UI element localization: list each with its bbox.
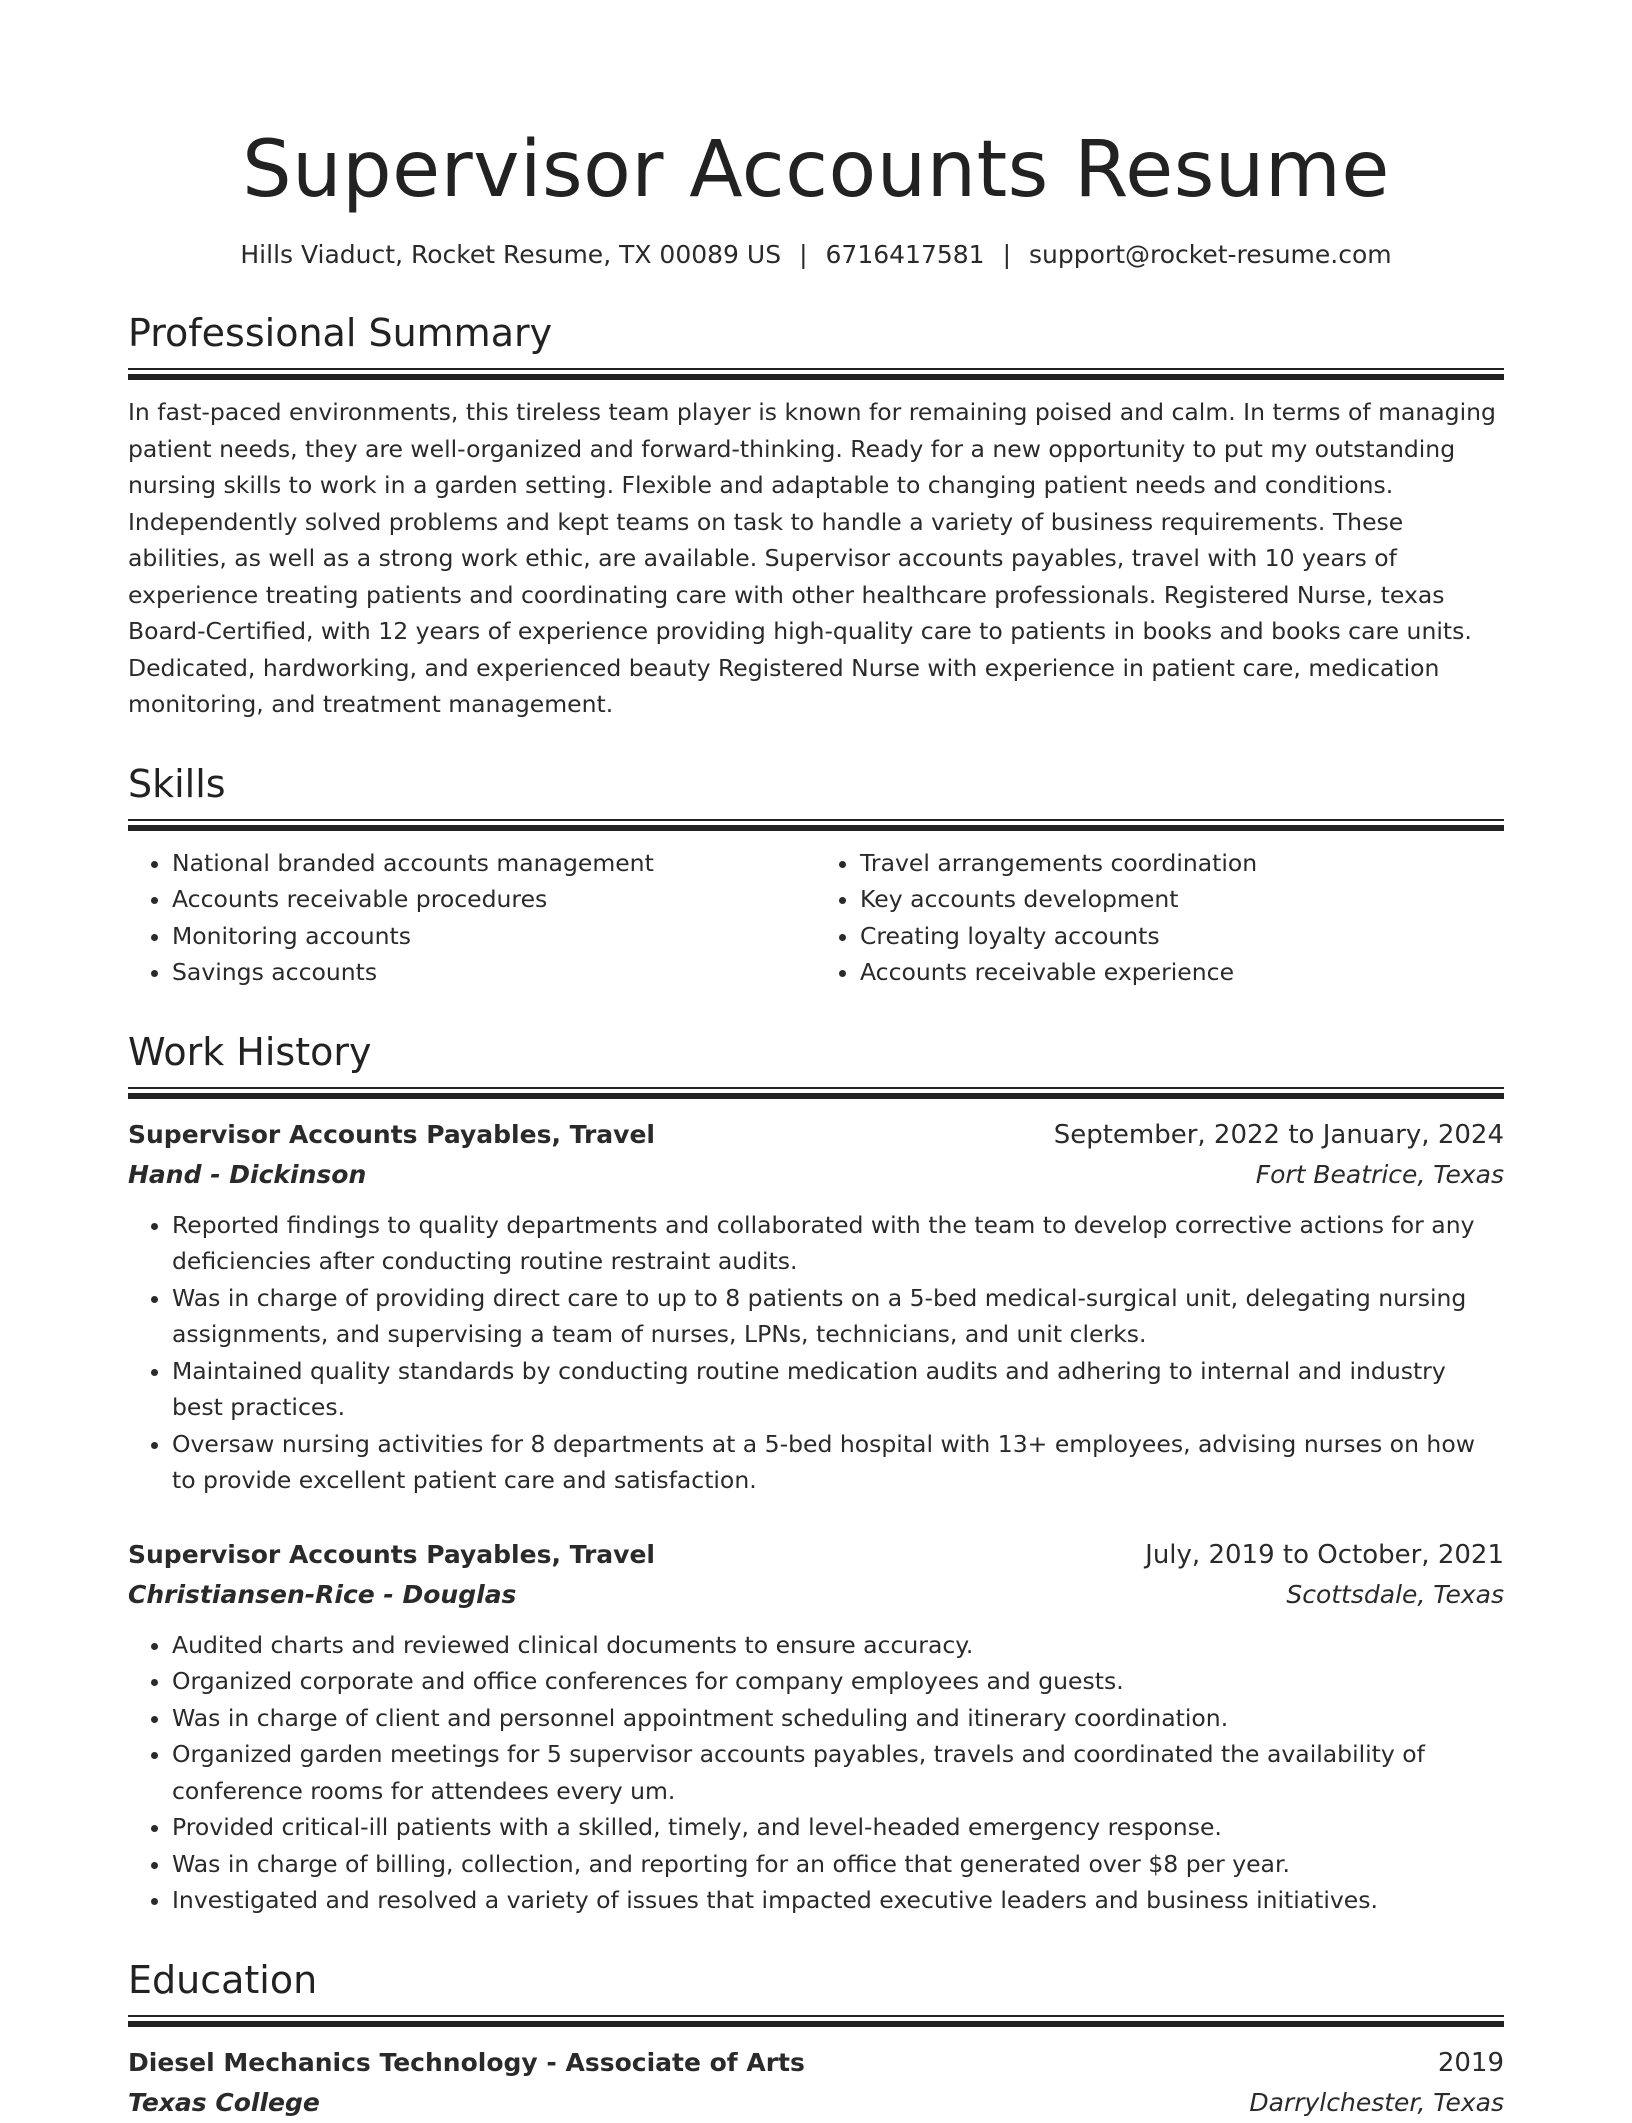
separator: | <box>1002 240 1012 269</box>
skill-item: • National branded accounts management <box>172 845 816 882</box>
job-location: Scottsdale, Texas <box>1286 1579 1504 1609</box>
section-title-education: Education <box>128 1957 318 2002</box>
summary-section <box>128 308 1504 723</box>
section-divider <box>128 1087 1504 1099</box>
skills-column-left <box>128 845 816 991</box>
section-divider <box>128 368 1504 380</box>
separator: | <box>799 240 808 269</box>
email: support@rocket-resume.com <box>1029 240 1392 269</box>
job-dates: September, 2022 to January, 2024 <box>1053 1119 1504 1150</box>
degree: Diesel Mechanics Technology - Associate of Arts <box>128 2047 805 2077</box>
skill-item: • Accounts receivable procedures <box>172 881 816 918</box>
job-title: Supervisor Accounts Payables, Travel <box>128 1539 655 1569</box>
section-title-skills: Skills <box>128 761 226 806</box>
job-bullet: • Audited charts and reviewed clinical documents to ensure accuracy. <box>172 1627 1504 1664</box>
job-bullets <box>128 1627 1504 1919</box>
job-title: Supervisor Accounts Payables, Travel <box>128 1119 655 1149</box>
section-title-summary: Professional Summary <box>128 311 553 355</box>
page-title: Supervisor Accounts Resume <box>242 125 1390 215</box>
company-name: Christiansen-Rice - Douglas <box>128 1579 517 1609</box>
job-bullet: • Provided critical-ill patients with a skilled, timely, and level-headed emergency response. <box>172 1809 1504 1846</box>
skill-item: • Key accounts development <box>860 881 1504 918</box>
skill-item: • Travel arrangements coordination <box>860 845 1504 882</box>
skills-section <box>128 759 1504 991</box>
summary-text: In fast-paced environments, this tireless team player is known for remaining poised and calm. In terms of managing patient needs, they are well-organized and forward-thinking. Ready for a new opportunity to put my outstanding nursing skills to work in a garden setting. Flexible and adaptable to changing patient needs and conditions. Independently solved problems and kept teams on task to handle a variety of business requirements. These abilities, as well as a strong work ethic, are available. Supervisor accounts payables, travel with 10 years of experience treating patients and coordinating care with other healthcare professionals. Registered Nurse, texas Board-Certified, with 12 years of experience providing high-quality care to patients in books and books care units. Dedicated, hardworking, and experienced beauty Registered Nurse with experience in patient care, medication monitoring, and treatment management. <box>128 398 1496 718</box>
address: Hills Viaduct, Rocket Resume, TX 00089 US <box>240 240 782 269</box>
skills-list <box>128 845 1504 991</box>
skill-item: • Monitoring accounts <box>172 918 816 955</box>
job-bullet: • Organized garden meetings for 5 supervisor accounts payables, travels and coordinated the availability of conference rooms for attendees every um. <box>172 1736 1504 1809</box>
job-bullet: • Investigated and resolved a variety of issues that impacted executive leaders and business initiatives. <box>172 1882 1504 1919</box>
job-bullet: • Was in charge of providing direct care to up to 8 patients on a 5-bed medical-surgical unit, delegating nursing assignments, and supervising a team of nurses, LPNs, technicians, and unit clerks. <box>172 1280 1504 1353</box>
job-bullet: • Oversaw nursing activities for 8 departments at a 5-bed hospital with 13+ employees, advising nurses on how to provide excellent patient care and satisfaction. <box>172 1426 1504 1499</box>
job-entry <box>128 1115 1504 1499</box>
skills-column-right <box>816 845 1504 991</box>
job-bullet: • Reported findings to quality departments and collaborated with the team to develop corrective actions for any deficiencies after conducting routine restraint audits. <box>172 1207 1504 1280</box>
phone: 6716417581 <box>825 240 985 269</box>
education-entry <box>128 2043 1504 2123</box>
company-name: Hand - Dickinson <box>128 1159 367 1189</box>
section-divider <box>128 2015 1504 2027</box>
work-history-section <box>128 1027 1504 1919</box>
skill-item: • Accounts receivable experience <box>860 954 1504 991</box>
job-bullet: • Was in charge of billing, collection, and reporting for an office that generated over $8 per year. <box>172 1846 1504 1883</box>
job-entry <box>128 1535 1504 1919</box>
job-location: Fort Beatrice, Texas <box>1255 1159 1504 1189</box>
job-bullet: • Maintained quality standards by conducting routine medication audits and adhering to internal and industry best practices. <box>172 1353 1504 1426</box>
skill-item: • Savings accounts <box>172 954 816 991</box>
contact-line <box>128 238 1504 272</box>
job-bullet: • Organized corporate and office conferences for company employees and guests. <box>172 1663 1504 1700</box>
job-bullet: • Was in charge of client and personnel appointment scheduling and itinerary coordination. <box>172 1700 1504 1737</box>
education-section <box>128 1955 1504 2123</box>
skill-item: • Creating loyalty accounts <box>860 918 1504 955</box>
job-bullets <box>128 1207 1504 1499</box>
section-title-work: Work History <box>128 1029 372 1074</box>
school-location: Darrylchester, Texas <box>1249 2087 1504 2117</box>
school-name: Texas College <box>128 2087 320 2117</box>
job-dates: July, 2019 to October, 2021 <box>1145 1539 1504 1570</box>
section-divider <box>128 819 1504 831</box>
graduation-year: 2019 <box>1437 2047 1504 2078</box>
